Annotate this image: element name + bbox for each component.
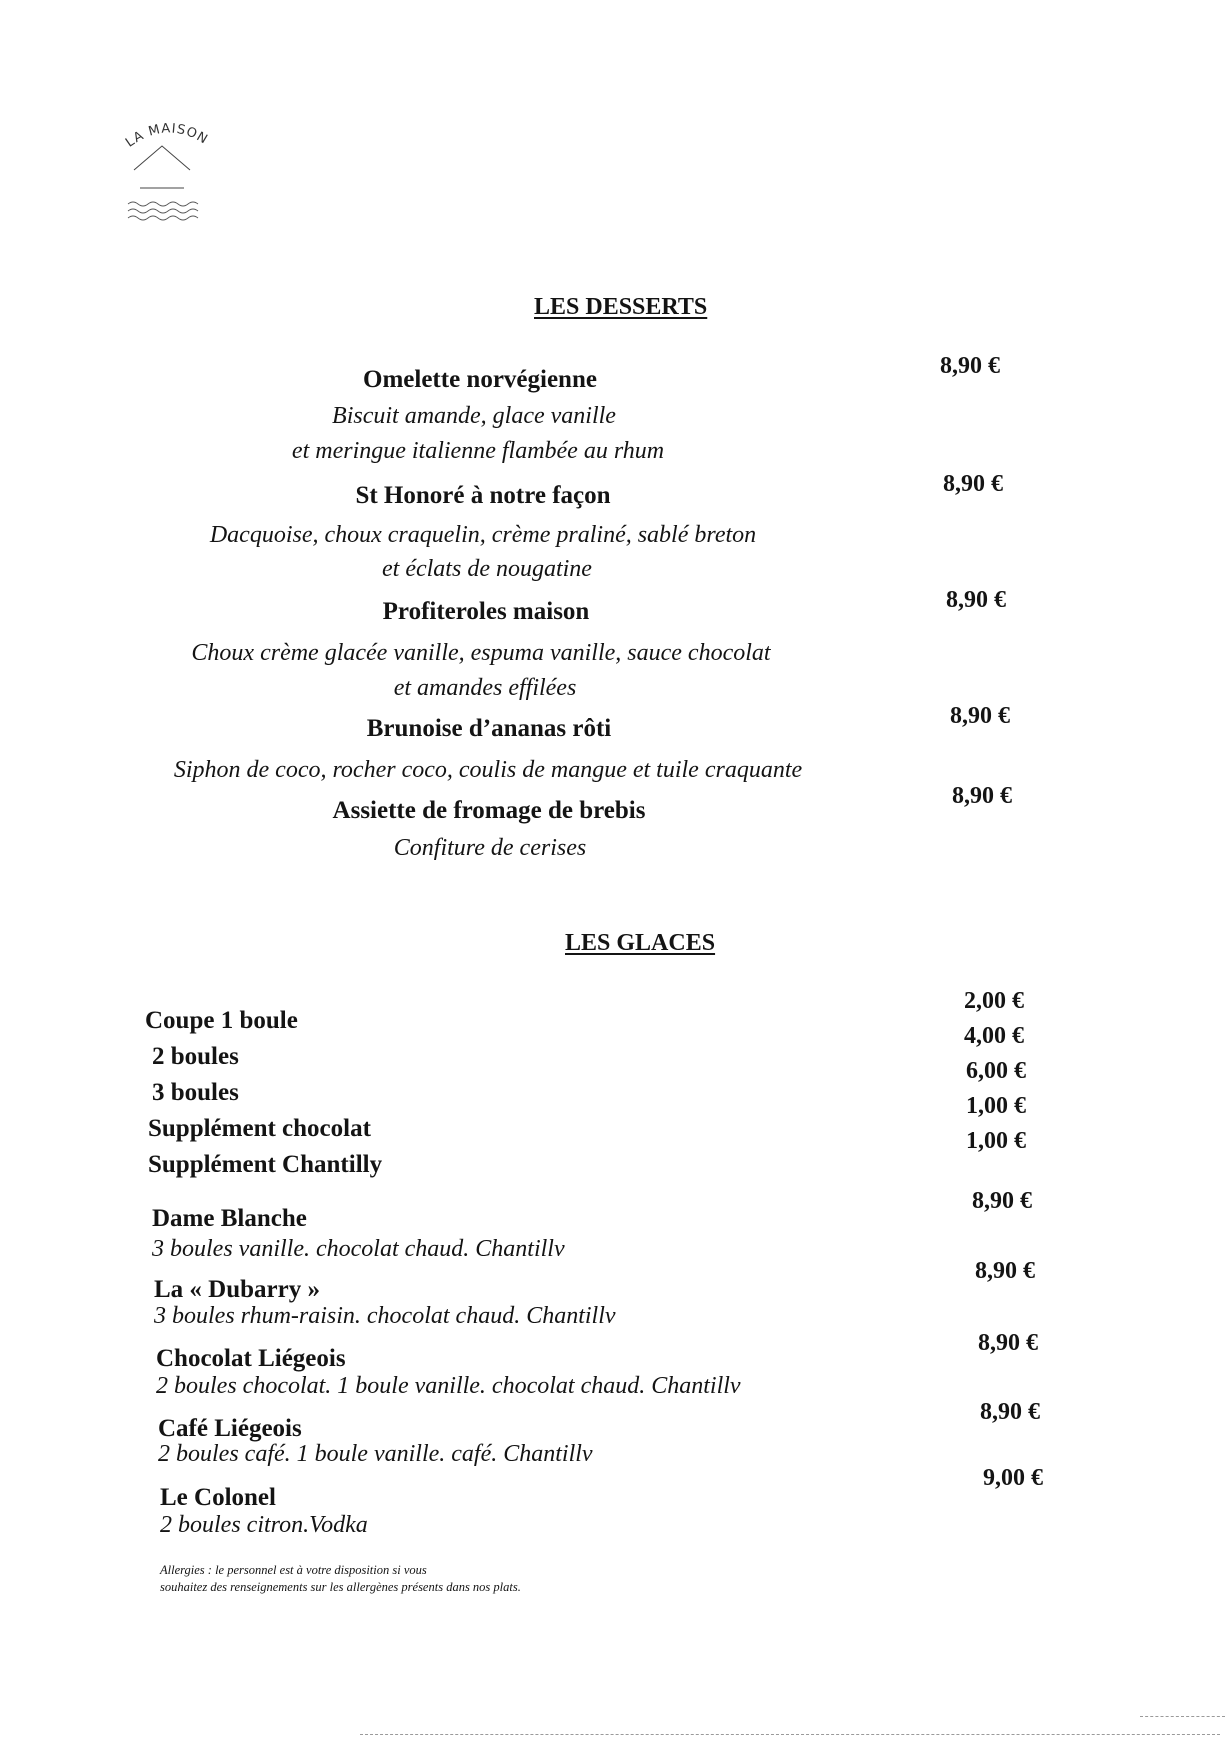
glaces-title: LES GLACES bbox=[565, 930, 716, 956]
coupe-description: 3 boules rhum-raisin. chocolat chaud. Chantillv bbox=[154, 1303, 616, 1329]
svg-text:LA MAISON: LA MAISON bbox=[123, 121, 211, 151]
dessert-description: et éclats de nougatine bbox=[382, 556, 592, 582]
dessert-description: Confiture de cerises bbox=[393, 835, 587, 861]
allergy-note-line: souhaitez des renseignements sur les allergènes présents dans nos plats. bbox=[160, 1580, 521, 1594]
dessert-name: Assiette de fromage de brebis bbox=[332, 797, 646, 824]
glace-price: 4,00 € bbox=[964, 1023, 1024, 1049]
dessert-description: Dacquoise, choux craquelin, crème praliné, sablé breton bbox=[209, 522, 757, 548]
glace-name: Coupe 1 boule bbox=[145, 1007, 298, 1034]
dessert-price: 8,90 € bbox=[946, 587, 1006, 613]
coupe-price: 8,90 € bbox=[972, 1188, 1032, 1214]
dessert-description: Choux crème glacée vanille, espuma vanille, sauce chocolat bbox=[191, 640, 771, 666]
dessert-description: Siphon de coco, rocher coco, coulis de mangue et tuile craquante bbox=[173, 757, 803, 783]
glace-price: 6,00 € bbox=[966, 1058, 1026, 1084]
glace-name: 2 boules bbox=[152, 1043, 239, 1070]
dessert-description: Biscuit amande, glace vanille bbox=[332, 403, 616, 429]
coupe-name: Le Colonel bbox=[160, 1484, 276, 1511]
coupe-description: 2 boules café. 1 boule vanille. café. Chantillv bbox=[158, 1441, 593, 1467]
coupe-price: 9,00 € bbox=[983, 1465, 1043, 1491]
la-maison-logo bbox=[118, 118, 228, 248]
coupe-description: 2 boules citron.Vodka bbox=[160, 1512, 368, 1538]
glace-price: 1,00 € bbox=[966, 1128, 1026, 1154]
dessert-description: et amandes effilées bbox=[393, 675, 577, 701]
coupe-name: Chocolat Liégeois bbox=[156, 1345, 346, 1372]
scan-artifact-line bbox=[360, 1734, 1220, 1735]
allergy-note-line: Allergies : le personnel est à votre disposition si vous bbox=[160, 1563, 427, 1577]
dessert-price: 8,90 € bbox=[950, 703, 1010, 729]
scan-artifact-line bbox=[1140, 1716, 1225, 1717]
glace-name: Supplément chocolat bbox=[148, 1115, 371, 1142]
coupe-name: Dame Blanche bbox=[152, 1205, 307, 1232]
dessert-price: 8,90 € bbox=[940, 353, 1000, 379]
coupe-name: La « Dubarry » bbox=[154, 1276, 320, 1303]
dessert-name: Profiteroles maison bbox=[382, 598, 590, 625]
glace-name: 3 boules bbox=[152, 1079, 239, 1106]
dessert-price: 8,90 € bbox=[943, 471, 1003, 497]
coupe-price: 8,90 € bbox=[975, 1258, 1035, 1284]
desserts-title: LES DESSERTS bbox=[534, 294, 708, 320]
glace-price: 2,00 € bbox=[964, 988, 1024, 1014]
dessert-name: St Honoré à notre façon bbox=[355, 482, 611, 509]
dessert-price: 8,90 € bbox=[952, 783, 1012, 809]
glace-price: 1,00 € bbox=[966, 1093, 1026, 1119]
dessert-description: et meringue italienne flambée au rhum bbox=[291, 438, 665, 464]
coupe-price: 8,90 € bbox=[978, 1330, 1038, 1356]
coupe-price: 8,90 € bbox=[980, 1399, 1040, 1425]
coupe-description: 2 boules chocolat. 1 boule vanille. chocolat chaud. Chantillv bbox=[156, 1373, 741, 1399]
glace-name: Supplément Chantilly bbox=[148, 1151, 383, 1178]
dessert-name: Brunoise d’ananas rôti bbox=[366, 715, 612, 742]
dessert-name: Omelette norvégienne bbox=[363, 366, 597, 393]
coupe-name: Café Liégeois bbox=[158, 1415, 302, 1442]
coupe-description: 3 boules vanille. chocolat chaud. Chantillv bbox=[152, 1236, 565, 1262]
